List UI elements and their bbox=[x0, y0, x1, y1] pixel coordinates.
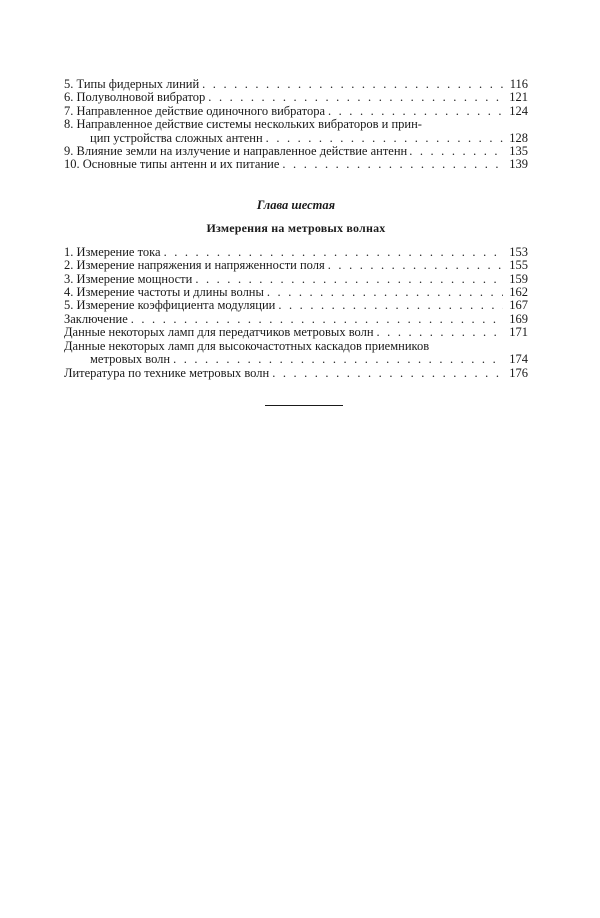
toc-entry bbox=[64, 91, 528, 104]
leader-dots bbox=[208, 91, 503, 104]
toc-entry-page: 176 bbox=[509, 365, 528, 380]
toc-entry bbox=[64, 118, 528, 131]
chapter-title: Глава шестая bbox=[256, 197, 336, 212]
toc-entry-label: Данные некоторых ламп для высокочастотных каскадов приемников bbox=[64, 338, 430, 353]
toc-entry bbox=[64, 246, 528, 259]
toc-entry-label: 1. Измерение тока bbox=[64, 244, 161, 259]
toc-entry-page: 121 bbox=[509, 90, 528, 105]
toc-entry bbox=[64, 273, 528, 286]
toc-entry-label: 8. Направленное действие системы нескольких вибраторов и прин- bbox=[64, 117, 422, 132]
toc-section-measurements bbox=[64, 246, 528, 380]
toc-entry-label: 4. Измерение частоты и длины волны bbox=[64, 285, 264, 300]
leader-dots bbox=[409, 145, 504, 158]
toc-entry-label-continuation: цип устройства сложных антенн bbox=[90, 130, 263, 145]
toc-section-antennas bbox=[64, 78, 528, 172]
chapter-heading bbox=[64, 197, 528, 236]
toc-entry bbox=[64, 105, 528, 118]
toc-entry-page: 155 bbox=[509, 258, 528, 273]
chapter-subtitle: Измерения на метровых волнах bbox=[206, 220, 386, 235]
toc-entry-label: 5. Измерение коэффициента модуляции bbox=[64, 298, 276, 313]
toc-entry-label: 9. Влияние земли на излучение и направленное действие антенн bbox=[64, 144, 408, 159]
leader-dots bbox=[282, 158, 503, 171]
leader-dots bbox=[267, 286, 503, 299]
toc-entry-continuation bbox=[64, 353, 528, 366]
table-of-contents bbox=[64, 78, 528, 380]
toc-entry-label: 7. Направленное действие одиночного вибратора bbox=[64, 103, 325, 118]
leader-dots bbox=[377, 326, 503, 339]
toc-entry-page: 171 bbox=[509, 325, 528, 340]
toc-entry-continuation bbox=[64, 132, 528, 145]
toc-entry-page: 153 bbox=[509, 244, 528, 259]
leader-dots bbox=[266, 132, 503, 145]
leader-dots bbox=[202, 78, 503, 91]
toc-entry bbox=[64, 367, 528, 380]
toc-entry-page: 159 bbox=[509, 271, 528, 286]
toc-entry-page: 116 bbox=[509, 77, 528, 91]
leader-dots bbox=[272, 367, 503, 380]
closing-rule bbox=[265, 405, 343, 406]
toc-entry bbox=[64, 259, 528, 272]
toc-entry-label: 10. Основные типы антенн и их питание bbox=[64, 157, 280, 172]
toc-entry bbox=[64, 326, 528, 339]
toc-entry-label-continuation: метровых волн bbox=[90, 352, 171, 367]
toc-entry-page: 139 bbox=[509, 157, 528, 172]
leader-dots bbox=[164, 246, 503, 259]
toc-entry-label: Заключение bbox=[64, 311, 128, 326]
toc-entry bbox=[64, 299, 528, 312]
leader-dots bbox=[278, 299, 503, 312]
toc-entry-page: 124 bbox=[509, 103, 528, 118]
toc-entry bbox=[64, 313, 528, 326]
leader-dots bbox=[328, 259, 503, 272]
toc-entry bbox=[64, 340, 528, 353]
toc-entry-label: 6. Полуволновой вибратор bbox=[64, 90, 206, 105]
toc-entry-page: 167 bbox=[509, 298, 528, 313]
toc-entry bbox=[64, 158, 528, 171]
toc-entry bbox=[64, 286, 528, 299]
toc-entry-label: 2. Измерение напряжения и напряженности поля bbox=[64, 258, 325, 273]
toc-entry-label: 5. Типы фидерных линий bbox=[64, 77, 200, 91]
toc-entry-page: 162 bbox=[509, 285, 528, 300]
leader-dots bbox=[328, 105, 503, 118]
leader-dots bbox=[173, 353, 503, 366]
toc-entry-page: 128 bbox=[509, 130, 528, 145]
leader-dots bbox=[131, 313, 503, 326]
toc-entry-page: 169 bbox=[509, 311, 528, 326]
leader-dots bbox=[195, 273, 503, 286]
toc-entry-label: Литература по технике метровых волн bbox=[64, 365, 270, 380]
toc-entry bbox=[64, 78, 528, 91]
toc-entry-label: 3. Измерение мощности bbox=[64, 271, 193, 286]
toc-entry-label: Данные некоторых ламп для передатчиков метровых волн bbox=[64, 325, 374, 340]
toc-entry-page: 135 bbox=[509, 144, 528, 159]
toc-entry-page: 174 bbox=[509, 352, 528, 367]
toc-entry bbox=[64, 145, 528, 158]
